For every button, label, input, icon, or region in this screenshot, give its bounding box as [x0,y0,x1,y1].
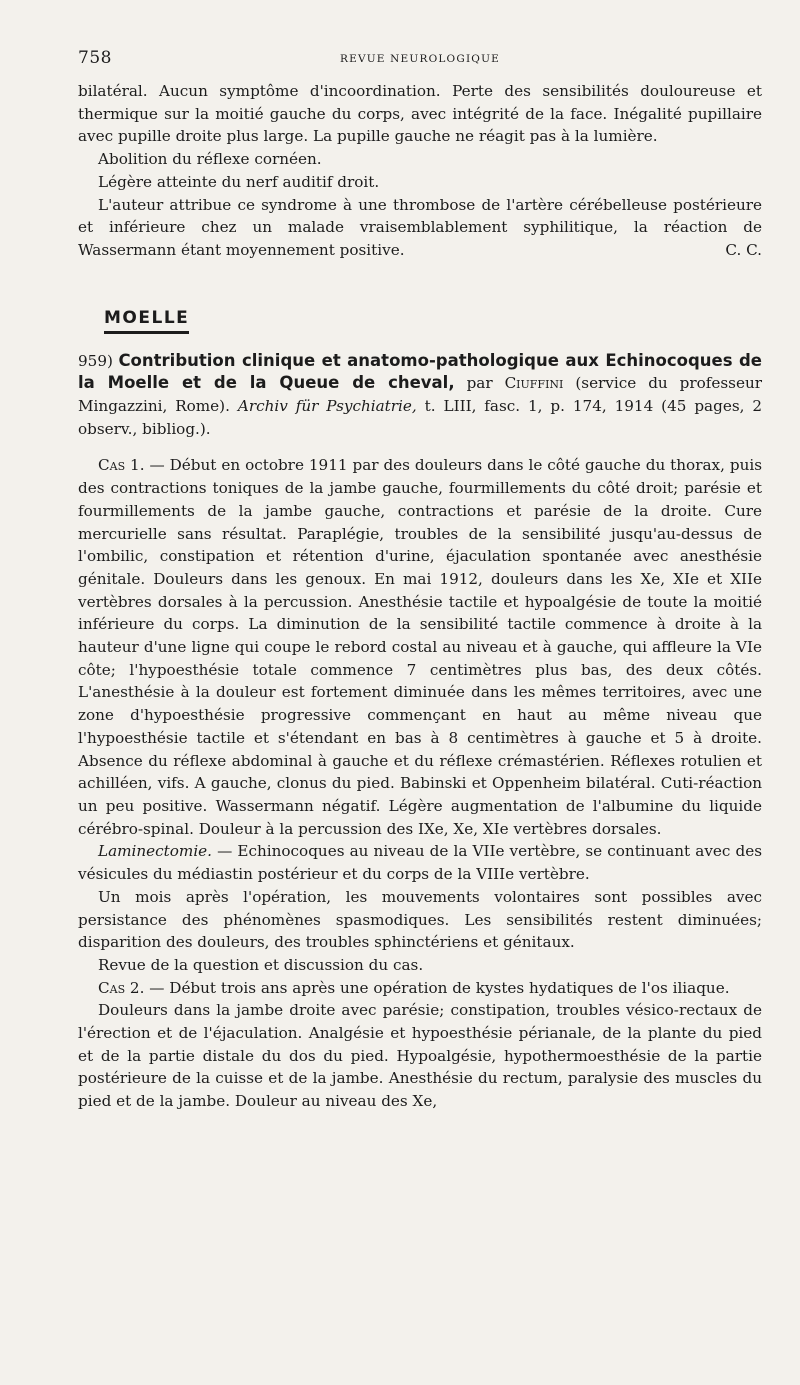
page-header [78,40,762,80]
bibliographic-entry [78,350,762,441]
intro-paragraph: Abolition du réflexe cornéen. [98,150,322,169]
entry-by: par [466,374,493,393]
entry-journal: Archiv für Psychiatrie, [237,397,417,416]
case-1-outcome: Un mois après l'opération, les mouvements volontaires sont possibles avec persistance des phénomènes spasmodiques. Les sensibilités restent diminuées; disparition des douleurs, des troubles sphinctériens et génitaux. [78,887,762,952]
case-1-review: Revue de la question et discussion du cas. [98,955,424,974]
intro-paragraph-last [78,194,762,262]
page-number: 758 [78,48,112,68]
case-2-symptoms: Douleurs dans la jambe droite avec parésie; constipation, troubles vésico-rectaux de l'érection et de l'éjaculation. Analgésie et hypoesthésie périanale, de la plante du pied et de la partie distale du dos du pied. Hypoalgésie, hypothermoesthésie de la partie postérieure de la cuisse et de la jambe. Anesthésie du rectum, paralysie des muscles du pied et de la jambe. Douleur au niveau des Xe, [78,1001,762,1111]
entry-reference: t. LIII, fasc. 1, p. 174, 1914 (45 pages, 2 observ., bibliog.). [78,397,763,438]
intro-paragraph: bilatéral. Aucun symptôme d'incoordination. Perte des sensibilités douloureuse et thermique sur la moitié gauche du corps, avec intégrité de la face. Inégalité pupillaire avec pupille droite plus large. La pupille gauche ne réagit pas à la lumière. [78,82,762,146]
entry-author: Ciuffini [504,374,564,393]
case-1-paragraph [78,454,762,840]
laminectomy-label: Laminectomie. [98,842,212,861]
case-2-label: Cas 2. [98,978,145,997]
case-2-paragraph [78,977,762,1000]
intro-paragraph: Légère atteinte du nerf auditif droit. [98,172,380,191]
laminectomy-text: — Echinocoques au niveau de la VIIe vertèbre, se continuant avec des vésicules du médiastin postérieur et du corps de la VIIIe vertèbre. [78,842,762,884]
entry-title: Contribution clinique et anatomo-pathologique aux Echinocoques de la Moelle et de la Queue de cheval, [78,350,762,393]
section-title-text: MOELLE [104,308,189,334]
case-1-label: Cas 1. [98,456,145,475]
case-2-text: — Début trois ans après une opération de kystes hydatiques de l'os iliaque. [149,978,730,997]
entry-number: 959) [78,351,113,370]
laminectomy-paragraph [78,840,762,885]
entry-affiliation: (service du professeur Mingazzini, Rome). [78,374,762,416]
running-title: REVUE NEUROLOGIQUE [339,53,501,65]
section-title [78,308,762,328]
case-1-text: — Début en octobre 1911 par des douleurs dans le côté gauche du thorax, puis des contractions toniques de la jambe gauche, fourmillements du côté droit; parésie et fourmillements de la jambe gauche, contractions et parésie de la droite. Cure mercurielle sans résultat. Paraplégie, troubles de la sensibilité jusqu'au-dessus de l'ombilic, constipation et rétention d'urine, éjaculation spontanée avec anesthésie génitale. Douleurs dans les genoux. En mai 1912, douleurs dans les Xe, XIe et XIIe vertèbres dorsales à la percussion. Anesthésie tactile et hypoalgésie de toute la moitié inférieure du corps. La diminution de la sensibilité tactile commence à droite à la hauteur d'une ligne qui coupe le rebord costal au niveau et à gauche, qui affleure la VIe côte; l'hypoesthésie totale commence 7 centimètres plus bas, des deux côtés. L'anesthésie à la douleur est fortement diminuée dans les mêmes territoires, avec une zone d'hypoesthésie progressive commençant en haut au même niveau que l'hypoesthésie tactile et s'étendant en bas à 8 centimètres à gauche et 5 à droite. Absence du réflexe abdominal à gauche et du réflexe crémastérien. Réflexes rotulien et achilléen, vifs. A gauche, clonus du pied. Babinski et Oppenheim bilatéral. Cuti-réaction un peu positive. Wassermann négatif. Légère augmentation de l'albumine du liquide cérébro-spinal. Douleur à la percussion des IXe, Xe, XIe vertèbres dorsales. [78,456,763,838]
page [78,40,762,1113]
intro-text: L'auteur attribue ce syndrome à une thrombose de l'artère cérébelleuse postérieure et inférieure chez un malade vraisemblablement syphilitique, la réaction de Wassermann étant moyennement positive. [78,195,762,259]
intro-signature: C. C. [725,240,762,259]
